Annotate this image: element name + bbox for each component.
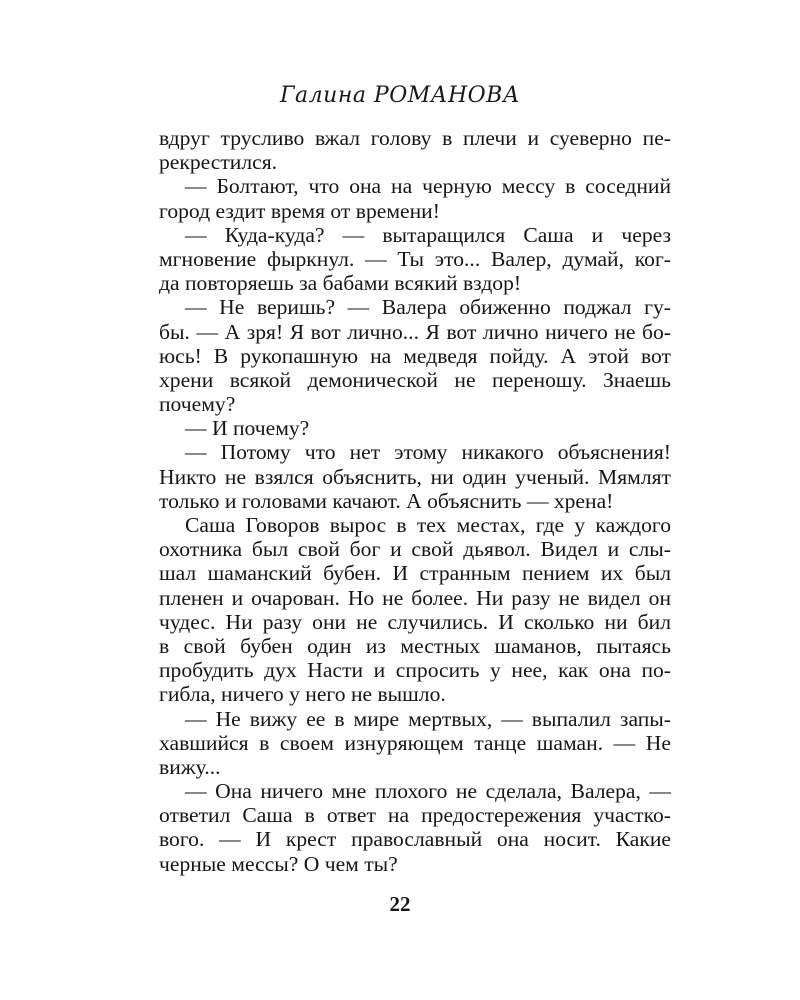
text-line: в свой бубен один из местных шаманов, пытаясь [159, 633, 671, 658]
text-line: Саша Говоров вырос в тех местах, где у каждого [185, 513, 671, 537]
text-line: гибла, ничего у него не вышло. [159, 682, 446, 707]
text-line: охотника был свой бог и свой дьявол. Видел и слы- [159, 537, 671, 562]
text-line: — Куда-куда? — вытаращился Саша и через [185, 222, 671, 247]
text-line: Никто не взялся объяснить, ни один ученый. Мямлят [159, 464, 671, 489]
text-line: вого. — И крест православный она носит. Какие [159, 827, 671, 852]
text-line: — Она ничего мне плохого не сделала, Валера, — [185, 779, 671, 804]
text-line: пленен и очарован. Но не более. Ни разу не видел он [159, 585, 671, 610]
text-line: юсь! В рукопашную на медведя пойду. А этой вот [159, 343, 671, 368]
text-line: чудес. Ни разу они не случились. И сколько ни бил [159, 609, 671, 634]
page-number: 22 [389, 892, 411, 916]
text-line: да повторяешь за бабами всякий вздор! [159, 271, 522, 296]
text-line: вдруг трусливо вжал голову в плечи и суеверно пе- [159, 126, 671, 150]
text-line: — И почему? [185, 416, 310, 441]
text-line: — Потому что нет этому никакого объяснения! [185, 440, 671, 465]
text-line: почему? [159, 392, 236, 417]
running-head-author: Галина РОМАНОВА [279, 83, 521, 108]
text-line: хавшийся в своем изнуряющем танце шаман. — Не [159, 730, 671, 755]
text-line: — Не веришь? — Валера обиженно поджал гу- [185, 295, 671, 320]
text-line: рекрестился. [159, 150, 278, 175]
text-line: черные мессы? О чем ты? [159, 851, 398, 876]
text-line: хрени всякой демонической не переношу. Знаешь [159, 367, 671, 392]
text-line: — Не вижу ее в мире мертвых, — выпалил запы- [185, 706, 671, 731]
body-text [159, 126, 671, 876]
text-line: мгновение фыркнул. — Ты это... Валер, думай, ког- [159, 246, 671, 271]
text-line: бы. — А зря! Я вот лично... Я вот лично ничего не бо- [159, 319, 671, 344]
text-line: шал шаманский бубен. И странным пением их был [159, 561, 671, 586]
text-line: — Болтают, что она на черную мессу в соседний [185, 174, 671, 199]
text-line: город ездит время от времени! [159, 198, 440, 223]
text-line: пробудить дух Насти и спросить у нее, как она по- [159, 658, 671, 683]
text-line: ответил Саша в ответ на предостережения участко- [159, 803, 671, 828]
text-line: только и головами качают. А объяснить — хрена! [159, 488, 614, 513]
text-line: вижу... [159, 754, 221, 779]
